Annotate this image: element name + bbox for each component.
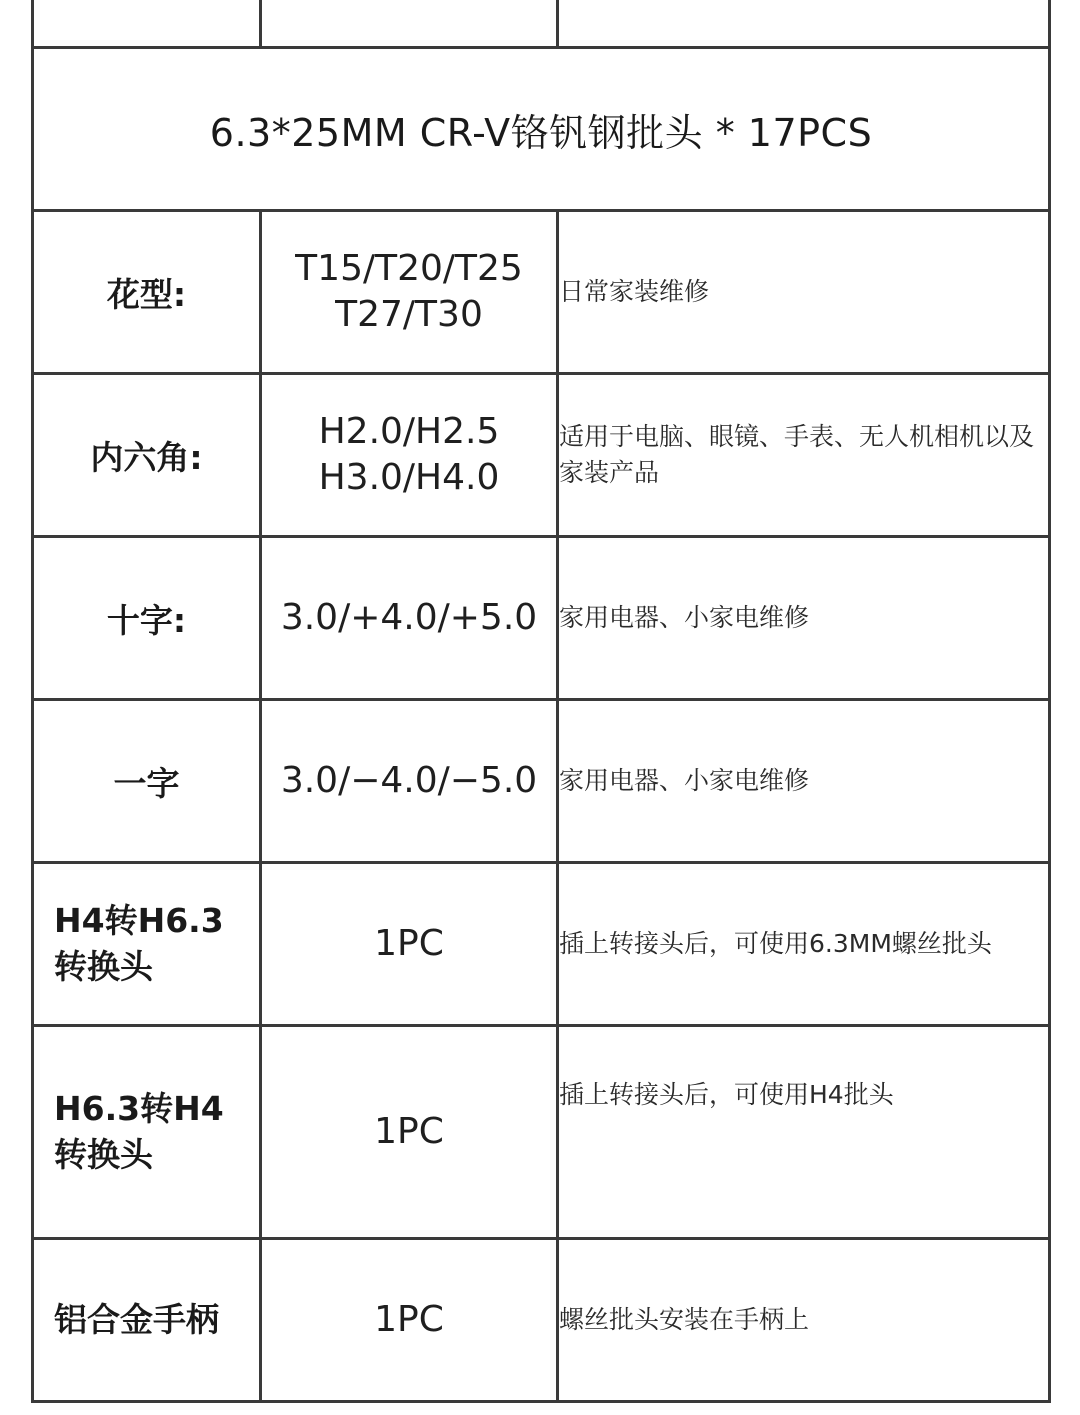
label-line: 转换头 — [54, 947, 153, 986]
spec-line: 1PC — [374, 923, 444, 964]
row-spec — [261, 537, 558, 700]
row-label: 十字: — [33, 537, 261, 700]
row-spec — [261, 1026, 558, 1239]
spec-line: T15/T20/T25 — [295, 248, 523, 289]
empty-cell — [558, 0, 1050, 48]
row-spec — [261, 374, 558, 537]
spec-line: 1PC — [374, 1111, 444, 1152]
row-label: 花型: — [33, 211, 261, 374]
table-row — [33, 374, 1050, 537]
table-row — [33, 1239, 1050, 1402]
table-row — [33, 700, 1050, 863]
row-description: 日常家装维修 — [558, 211, 1050, 374]
table-row-top-partial — [33, 0, 1050, 48]
table-row — [33, 537, 1050, 700]
spec-line: H2.0/H2.5 — [318, 411, 500, 452]
row-spec — [261, 1239, 558, 1402]
table-row — [33, 863, 1050, 1026]
row-description: 插上转接头后，可使用6.3MM螺丝批头 — [558, 863, 1050, 1026]
row-label: 一字 — [33, 700, 261, 863]
row-spec — [261, 863, 558, 1026]
empty-cell — [261, 0, 558, 48]
spec-line: 1PC — [374, 1299, 444, 1340]
row-description: 适用于电脑、眼镜、手表、无人机相机以及家装产品 — [558, 374, 1050, 537]
set-title: 6.3*25MM CR-V铬钒钢批头 * 17PCS — [33, 48, 1050, 211]
spec-table — [31, 0, 1051, 1403]
row-description: 家用电器、小家电维修 — [558, 700, 1050, 863]
row-description: 螺丝批头安装在手柄上 — [558, 1239, 1050, 1402]
spec-line: 3.0/−4.0/−5.0 — [280, 760, 538, 801]
spec-line: 3.0/+4.0/+5.0 — [280, 597, 538, 638]
label-line: H4转H6.3 — [54, 901, 224, 940]
spec-line: T27/T30 — [335, 294, 483, 335]
row-spec — [261, 700, 558, 863]
table-header-row — [33, 48, 1050, 211]
row-description: 家用电器、小家电维修 — [558, 537, 1050, 700]
spec-line: H3.0/H4.0 — [318, 457, 500, 498]
row-label: 铝合金手柄 — [33, 1239, 261, 1402]
empty-cell — [33, 0, 261, 48]
row-label — [33, 863, 261, 1026]
table-row — [33, 211, 1050, 374]
row-spec — [261, 211, 558, 374]
table-row — [33, 1026, 1050, 1239]
label-line: H6.3转H4 — [54, 1089, 224, 1128]
row-description: 插上转接头后，可使用H4批头 — [558, 1026, 1050, 1239]
label-line: 转换头 — [54, 1135, 153, 1174]
row-label: 内六角: — [33, 374, 261, 537]
row-label — [33, 1026, 261, 1239]
